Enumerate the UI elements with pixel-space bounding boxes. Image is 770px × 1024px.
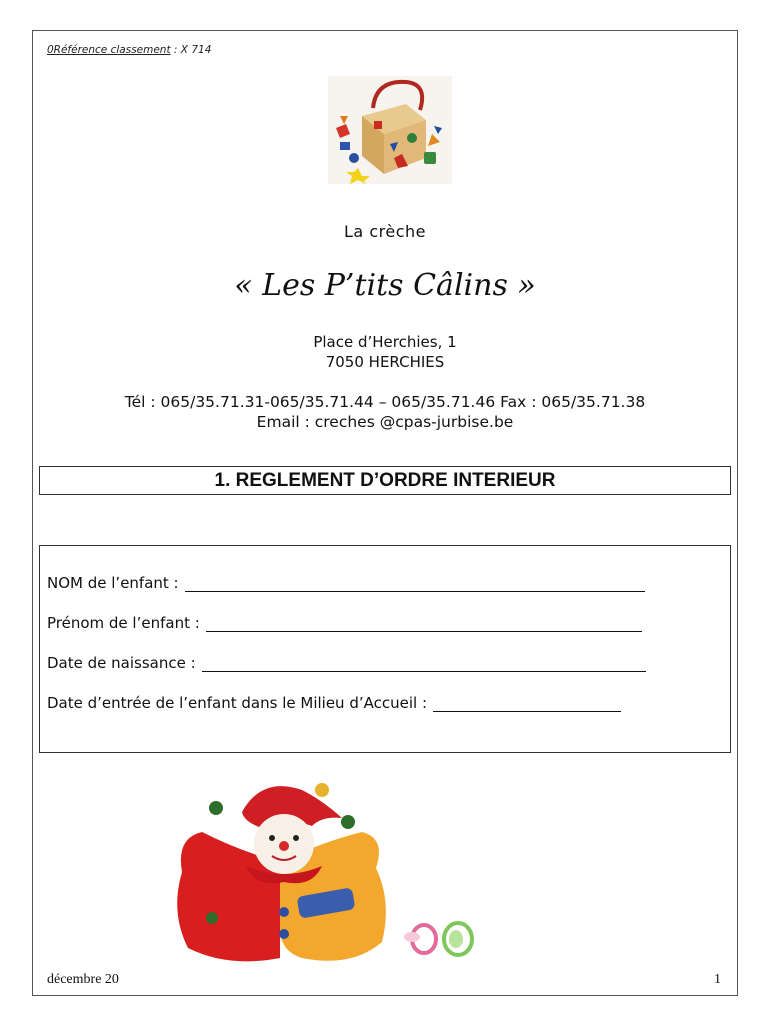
entry-date-blank[interactable] (433, 697, 621, 712)
child-name-blank[interactable] (185, 577, 645, 592)
section-title-box (39, 466, 731, 495)
pacifiers-image (398, 915, 480, 961)
jester-plush-image (172, 782, 394, 968)
birth-date-blank[interactable] (202, 657, 646, 672)
reference-value: : X 714 (170, 44, 212, 56)
creche-subtitle: La crèche (344, 222, 426, 241)
address-street: Place d’Herchies, 1 (313, 333, 457, 351)
shape-sorter-toy-image (328, 76, 452, 184)
reference-label: 0Référence classement (47, 44, 171, 56)
creche-name-title: « Les P’tits Câlins » (234, 268, 536, 303)
child-firstname-field[interactable] (47, 614, 642, 632)
birth-date-label: Date de naissance : (47, 654, 196, 672)
child-name-label: NOM de l’enfant : (47, 574, 179, 592)
email-line: Email : creches @cpas-jurbise.be (256, 413, 514, 431)
footer-date: décembre 20 (47, 972, 119, 987)
child-firstname-blank[interactable] (206, 617, 642, 632)
child-info-form (39, 545, 731, 753)
child-name-field[interactable] (47, 574, 645, 592)
entry-date-field[interactable] (47, 694, 621, 712)
reference-classement (47, 44, 211, 56)
child-firstname-label: Prénom de l’enfant : (47, 614, 200, 632)
section-title: 1. REGLEMENT D’ORDRE INTERIEUR (214, 470, 556, 491)
entry-date-label: Date d’entrée de l’enfant dans le Milieu d’Accueil : (47, 694, 427, 712)
address-city: 7050 HERCHIES (325, 353, 445, 371)
phone-fax-line: Tél : 065/35.71.31-065/35.71.44 – 065/35.71.46 Fax : 065/35.71.38 (124, 393, 646, 411)
birth-date-field[interactable] (47, 654, 646, 672)
page-number: 1 (714, 972, 721, 987)
